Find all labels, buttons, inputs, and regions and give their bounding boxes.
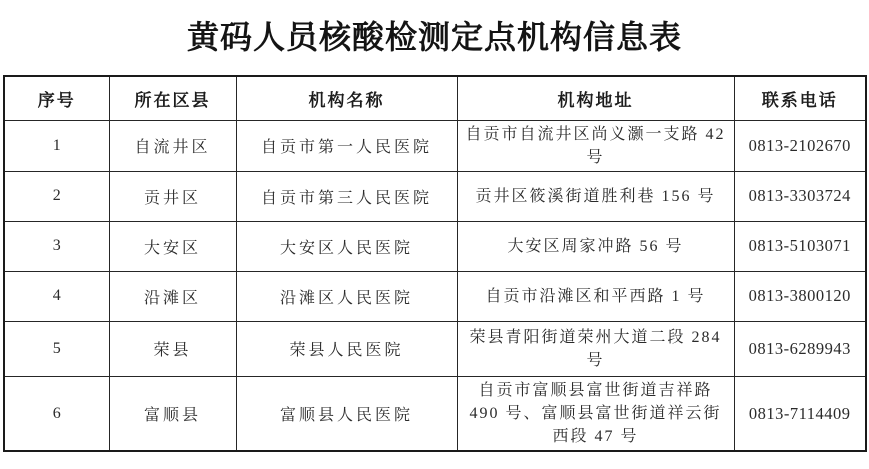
table-row xyxy=(4,120,866,171)
table-header-row xyxy=(4,76,866,120)
row-number-cell: 4 xyxy=(4,271,109,321)
column-header-district: 所在区县 xyxy=(109,76,236,120)
table-row xyxy=(4,376,866,451)
address-cell: 大安区周家冲路 56 号 xyxy=(457,221,734,271)
district-cell: 大安区 xyxy=(109,221,236,271)
institutions-table xyxy=(3,75,867,452)
row-number-cell: 6 xyxy=(4,376,109,451)
phone-cell: 0813-3800120 xyxy=(734,271,866,321)
column-header-seq: 序号 xyxy=(4,76,109,120)
page-title: 黄码人员核酸检测定点机构信息表 xyxy=(186,19,682,55)
institution-name-cell: 富顺县人民医院 xyxy=(236,376,457,451)
address-cell: 自贡市沿滩区和平西路 1 号 xyxy=(457,271,734,321)
phone-cell: 0813-7114409 xyxy=(734,376,866,451)
district-cell: 沿滩区 xyxy=(109,271,236,321)
column-header-phone: 联系电话 xyxy=(734,76,866,120)
table-body xyxy=(4,120,866,451)
phone-cell: 0813-3303724 xyxy=(734,171,866,221)
address-cell: 贡井区筱溪街道胜利巷 156 号 xyxy=(457,171,734,221)
column-header-address: 机构地址 xyxy=(457,76,734,120)
row-number-cell: 3 xyxy=(4,221,109,271)
table-row xyxy=(4,271,866,321)
institution-name-cell: 荣县人民医院 xyxy=(236,321,457,376)
table-row xyxy=(4,171,866,221)
row-number-cell: 1 xyxy=(4,120,109,171)
row-number-cell: 5 xyxy=(4,321,109,376)
institution-name-cell: 大安区人民医院 xyxy=(236,221,457,271)
district-cell: 贡井区 xyxy=(109,171,236,221)
address-cell: 自贡市富顺县富世街道吉祥路 490 号、富顺县富世街道祥云街西段 47 号 xyxy=(457,376,734,451)
address-cell: 自贡市自流井区尚义灏一支路 42 号 xyxy=(457,120,734,171)
address-cell: 荣县青阳街道荣州大道二段 284 号 xyxy=(457,321,734,376)
table-row xyxy=(4,321,866,376)
district-cell: 自流井区 xyxy=(109,120,236,171)
column-header-institution: 机构名称 xyxy=(236,76,457,120)
institution-name-cell: 自贡市第三人民医院 xyxy=(236,171,457,221)
row-number-cell: 2 xyxy=(4,171,109,221)
institution-name-cell: 自贡市第一人民医院 xyxy=(236,120,457,171)
table-row xyxy=(4,221,866,271)
institution-name-cell: 沿滩区人民医院 xyxy=(236,271,457,321)
phone-cell: 0813-5103071 xyxy=(734,221,866,271)
phone-cell: 0813-6289943 xyxy=(734,321,866,376)
district-cell: 富顺县 xyxy=(109,376,236,451)
phone-cell: 0813-2102670 xyxy=(734,120,866,171)
district-cell: 荣县 xyxy=(109,321,236,376)
